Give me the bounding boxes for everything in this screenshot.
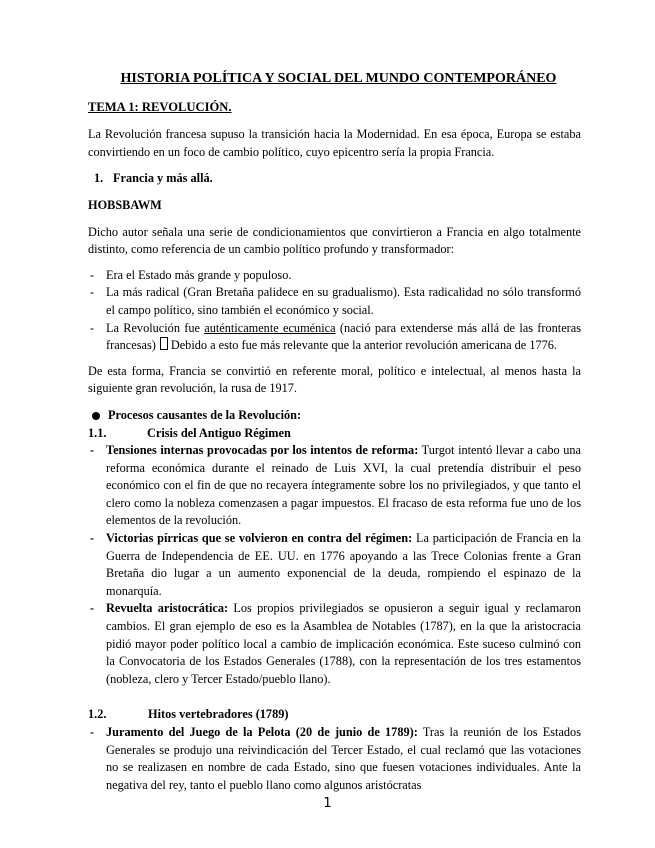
intro-paragraph: La Revolución francesa supuso la transición hacia la Modernidad. En esa época, Europa se estaba convirtiendo en un foco de cambio político, cuyo epicentro sería la propia Francia. <box>88 127 581 159</box>
subsection-number: 1.2. <box>88 707 107 722</box>
dash-marker: - <box>90 531 95 546</box>
section-heading-1 <box>94 170 581 188</box>
section-title: Francia y más allá. <box>113 171 213 186</box>
dash-marker: - <box>90 443 95 458</box>
dash-marker: - <box>90 267 95 282</box>
hobsbawm-paragraph: Dicho autor señala una serie de condicionamientos que convirtieron a Francia en algo totalmente distinto, como referencia de un cambio político profundo y transformador: <box>88 224 581 257</box>
bullet-icon <box>92 412 100 420</box>
list-item: - Juramento del Juego de la Pelota (20 de junio de 1789): Tras la reunión de los Estados Generales se produjo una reivindicación del Tercer Estado, el cual reclamó que las votaciones no se realizasen en nombre de cada Estado, sino que fuesen votaciones individuales. Ante la negativa del rey, tanto el pueblo llano como algunos aristócratas <box>90 725 581 792</box>
dash-marker: - <box>90 725 95 739</box>
conclusion-paragraph: De esta forma, Francia se convirtió en referente moral, político e intelectual, al menos hasta la siguiente gran revolución, la rusa de 1917. <box>88 363 581 396</box>
dash-marker: - <box>90 320 95 335</box>
procesos-heading: Procesos causantes de la Revolución: <box>90 407 581 425</box>
tema-heading: TEMA 1: REVOLUCIÓN. <box>88 99 232 114</box>
subsection-number: 1.1. <box>88 425 107 440</box>
section-number: 1. <box>94 171 104 186</box>
author-heading: HOBSBAWM <box>88 197 162 212</box>
subsection-title: Crisis del Antiguo Régimen <box>147 425 291 440</box>
hitos-list <box>88 724 581 794</box>
list-item: - Victorias pírricas que se volvieron en contra del régimen: La participación de Francia en la Guerra de Independencia de EE. UU. en 1776 apoyando a las Trece Colonias frente a Gran Bretaña dio lugar a un aumento exponencial de la deuda, rompiendo el espinazo de la monarquía. <box>90 531 581 598</box>
missing-glyph-icon <box>160 337 168 350</box>
subsection-heading-1-1 <box>88 425 581 443</box>
list-item: - La Revolución fue auténticamente ecuménica (nació para extenderse más allá de las fronteras francesas) Debido a esto fue más relevante que la anterior revolución americana de 1776. <box>90 320 581 353</box>
dash-marker: - <box>90 601 95 616</box>
page-number: 1 <box>323 796 332 811</box>
dash-marker: - <box>90 285 95 300</box>
document-page <box>88 70 581 794</box>
underlined-text: auténticamente ecuménica <box>204 320 336 335</box>
list-item: - Era el Estado más grande y populoso. <box>88 267 581 285</box>
list-item: - Tensiones internas provocadas por los intentos de reforma: Turgot intentó llevar a cabo una reforma económica durante el reinado de Luis XVI, la cual pretendía distribuir el peso económico con el fin de que no recayera íntegramente sobre los no privilegiados, y que tanto el clero como la nobleza comenzasen a pagar impuestos. El fracaso de esta reforma fue uno de los elementos de la revolución. <box>90 443 581 528</box>
subsection-heading-1-2 <box>88 706 581 724</box>
subsection-title: Hitos vertebradores (1789) <box>148 707 289 722</box>
list-item: - La más radical (Gran Bretaña palidece en su gradualismo). Esta radicalidad no sólo transformó el campo político, sino también el económico y social. <box>90 285 581 317</box>
conditions-list <box>88 267 581 355</box>
list-item: - Revuelta aristocrática: Los propios privilegiados se opusieron a seguir igual y reclamaron cambios. El gran ejemplo de eso es la Asamblea de Notables (1787), en la que la aristocracia pidió mayor poder político local a cambio de implicación económica. Este suceso culminó con la Convocatoria de los Estados Generales (1788), con la representación de los tres estamentos (nobleza, clero y Tercer Estado/pueblo llano). <box>90 601 581 686</box>
crisis-list <box>88 442 581 688</box>
document-title: HISTORIA POLÍTICA Y SOCIAL DEL MUNDO CONTEMPORÁNEO <box>120 71 557 86</box>
